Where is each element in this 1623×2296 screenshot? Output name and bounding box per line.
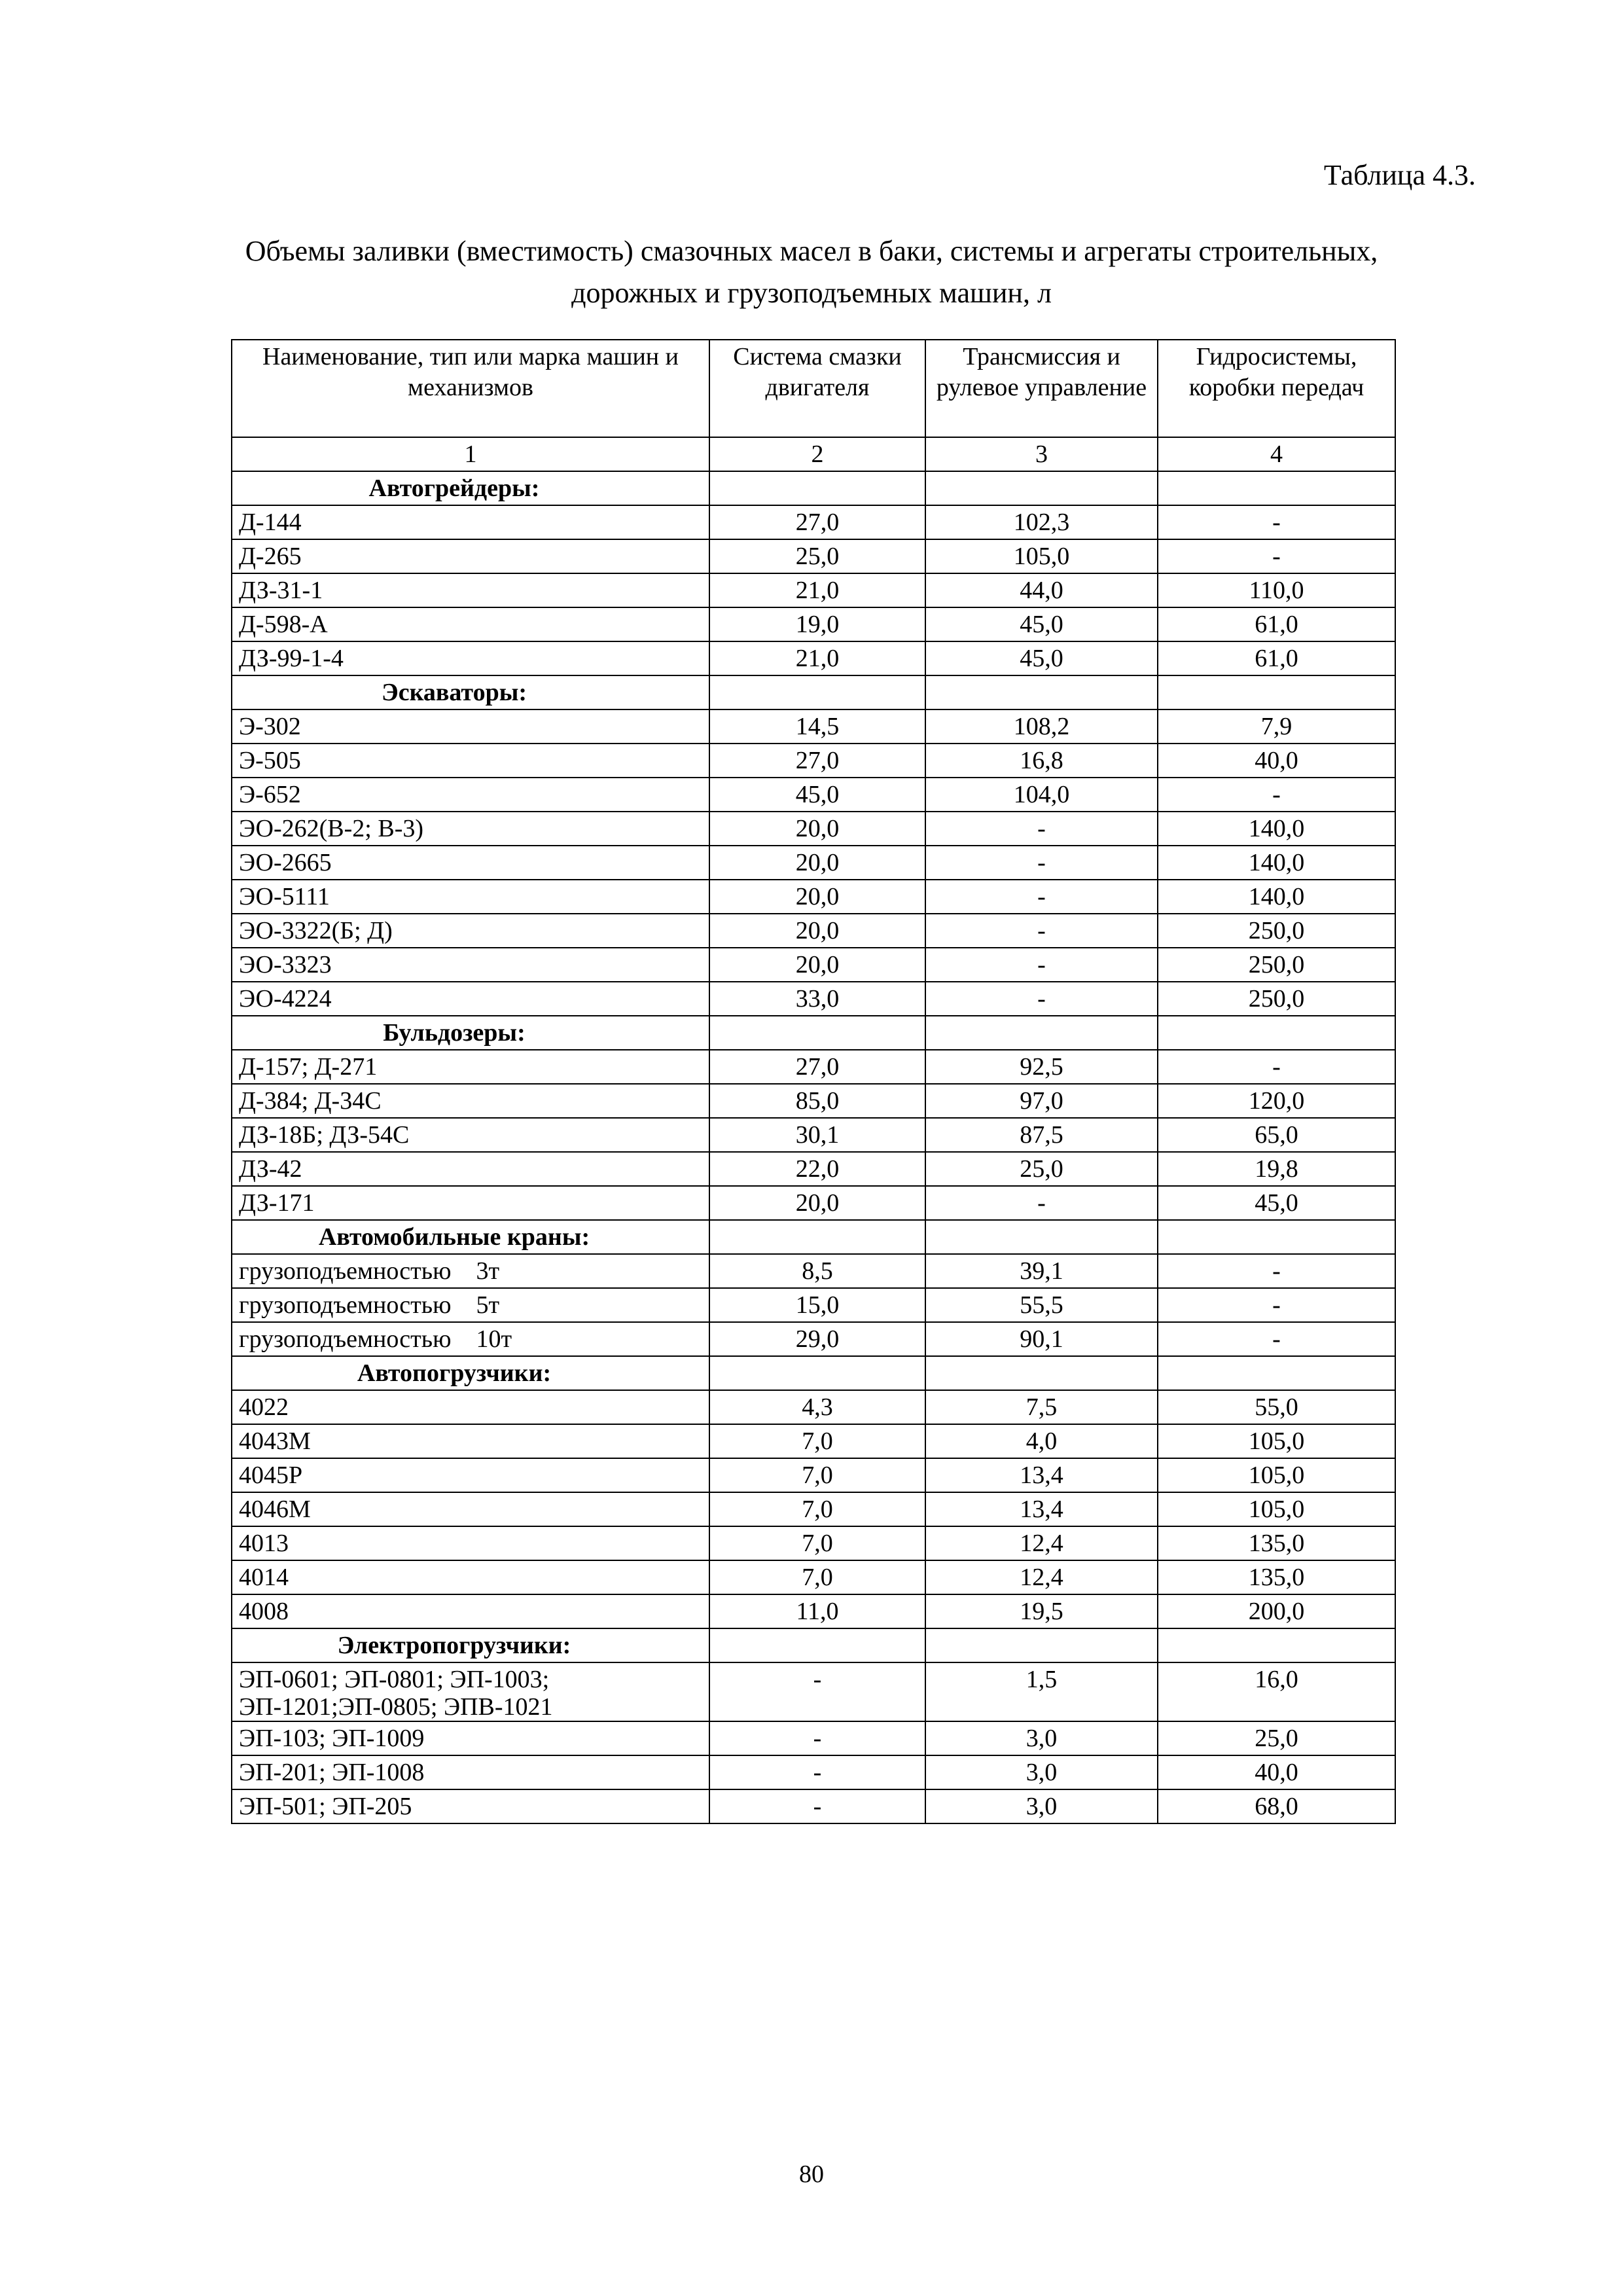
machine-name-cell: ЭО-2665 [232, 846, 709, 880]
engine-oil-cell: 14,5 [709, 709, 925, 744]
machine-name-cell: ДЗ-31-1 [232, 573, 709, 607]
engine-oil-cell: 27,0 [709, 1050, 925, 1084]
hydraulic-oil-cell: 110,0 [1158, 573, 1395, 607]
table-row [232, 1050, 1395, 1084]
table-row [232, 1084, 1395, 1118]
machine-name-cell: Д-598-А [232, 607, 709, 641]
table-row [232, 1594, 1395, 1628]
transmission-oil-cell: 45,0 [925, 607, 1158, 641]
transmission-oil-cell: 13,4 [925, 1458, 1158, 1492]
group-heading [232, 675, 709, 709]
engine-oil-cell: 25,0 [709, 539, 925, 573]
table-row [232, 744, 1395, 778]
engine-oil-cell: 20,0 [709, 846, 925, 880]
machine-name-cell: ДЗ-18Б; ДЗ-54С [232, 1118, 709, 1152]
group-heading-text: Автопогрузчики: [357, 1359, 552, 1387]
transmission-oil-cell: 90,1 [925, 1322, 1158, 1356]
table-row [232, 1152, 1395, 1186]
hydraulic-oil-cell: 61,0 [1158, 641, 1395, 675]
transmission-oil-cell: 4,0 [925, 1424, 1158, 1458]
table-row [232, 914, 1395, 948]
transmission-oil-cell: 92,5 [925, 1050, 1158, 1084]
hydraulic-oil-cell: 200,0 [1158, 1594, 1395, 1628]
transmission-oil-cell: - [925, 812, 1158, 846]
hydraulic-oil-cell: 68,0 [1158, 1789, 1395, 1823]
machine-name-cell: Э-505 [232, 744, 709, 778]
hydraulic-oil-cell: 55,0 [1158, 1390, 1395, 1424]
transmission-oil-cell: 44,0 [925, 573, 1158, 607]
table-row [232, 709, 1395, 744]
table-row [232, 539, 1395, 573]
engine-oil-cell: 20,0 [709, 1186, 925, 1220]
hydraulic-oil-cell: 140,0 [1158, 812, 1395, 846]
table-row [232, 1755, 1395, 1789]
transmission-oil-cell: - [925, 914, 1158, 948]
table-row [232, 1789, 1395, 1823]
engine-oil-cell: 21,0 [709, 573, 925, 607]
hydraulic-oil-cell: 105,0 [1158, 1458, 1395, 1492]
engine-oil-cell: - [709, 1662, 925, 1721]
caption-line-1: Объемы заливки (вместимость) смазочных масел в баки, системы и агрегаты строительных, [245, 235, 1378, 267]
transmission-oil-cell: - [925, 982, 1158, 1016]
engine-oil-cell: 21,0 [709, 641, 925, 675]
machine-name-cell: ЭП-201; ЭП-1008 [232, 1755, 709, 1789]
machine-name-cell: ЭО-3323 [232, 948, 709, 982]
transmission-oil-cell: 45,0 [925, 641, 1158, 675]
transmission-oil-cell: - [925, 1186, 1158, 1220]
group-heading [232, 471, 709, 505]
machine-name-cell: 4014 [232, 1560, 709, 1594]
hydraulic-oil-cell: - [1158, 1288, 1395, 1322]
group-heading-text: Эскаваторы: [381, 679, 527, 706]
engine-oil-cell: 7,0 [709, 1560, 925, 1594]
empty-cell [709, 1356, 925, 1390]
group-heading-text: Автогрейдеры: [368, 475, 540, 502]
empty-cell [709, 1016, 925, 1050]
empty-cell [925, 675, 1158, 709]
table-row [232, 1458, 1395, 1492]
engine-oil-cell: 4,3 [709, 1390, 925, 1424]
transmission-oil-cell: 7,5 [925, 1390, 1158, 1424]
empty-cell [925, 1220, 1158, 1254]
engine-oil-cell: 19,0 [709, 607, 925, 641]
hydraulic-oil-cell: 135,0 [1158, 1560, 1395, 1594]
transmission-oil-cell: 19,5 [925, 1594, 1158, 1628]
hydraulic-oil-cell: 40,0 [1158, 744, 1395, 778]
table-row [232, 607, 1395, 641]
transmission-oil-cell: 104,0 [925, 778, 1158, 812]
table-row [232, 573, 1395, 607]
transmission-oil-cell: 12,4 [925, 1526, 1158, 1560]
table-row [232, 1721, 1395, 1755]
engine-oil-cell: 11,0 [709, 1594, 925, 1628]
page-number: 80 [799, 2161, 824, 2188]
table-row [232, 1560, 1395, 1594]
group-row [232, 471, 1395, 505]
column-number: 4 [1158, 437, 1395, 471]
machine-name-cell: 4046М [232, 1492, 709, 1526]
machine-name-cell: Д-265 [232, 539, 709, 573]
hydraulic-oil-cell: 105,0 [1158, 1492, 1395, 1526]
group-row [232, 675, 1395, 709]
engine-oil-cell: - [709, 1721, 925, 1755]
machine-name-cell: 4008 [232, 1594, 709, 1628]
table-row [232, 812, 1395, 846]
hydraulic-oil-cell: 140,0 [1158, 846, 1395, 880]
empty-cell [709, 1220, 925, 1254]
empty-cell [1158, 471, 1395, 505]
transmission-oil-cell: 3,0 [925, 1721, 1158, 1755]
hydraulic-oil-cell: 61,0 [1158, 607, 1395, 641]
transmission-oil-cell: 97,0 [925, 1084, 1158, 1118]
machine-name-cell: 4043М [232, 1424, 709, 1458]
table-row [232, 1254, 1395, 1288]
header-hydraulics-gearbox: Гидросистемы, коробки передач [1158, 340, 1395, 437]
engine-oil-cell: 7,0 [709, 1424, 925, 1458]
engine-oil-cell: 30,1 [709, 1118, 925, 1152]
table-row [232, 778, 1395, 812]
machine-name-cell: ДЗ-99-1-4 [232, 641, 709, 675]
hydraulic-oil-cell: - [1158, 539, 1395, 573]
engine-oil-cell: 85,0 [709, 1084, 925, 1118]
engine-oil-cell: 7,0 [709, 1492, 925, 1526]
machine-name-cell: ЭО-5111 [232, 880, 709, 914]
group-heading-text: Бульдозеры: [383, 1019, 526, 1047]
hydraulic-oil-cell: 120,0 [1158, 1084, 1395, 1118]
header-engine-lubrication: Система смазки двигателя [709, 340, 925, 437]
column-number: 1 [232, 437, 709, 471]
machine-name-cell: Д-144 [232, 505, 709, 539]
hydraulic-oil-cell: 7,9 [1158, 709, 1395, 744]
column-number: 2 [709, 437, 925, 471]
machine-name-cell: грузоподъемностью 10т [232, 1322, 709, 1356]
engine-oil-cell: 20,0 [709, 812, 925, 846]
hydraulic-oil-cell: 105,0 [1158, 1424, 1395, 1458]
table-row [232, 1526, 1395, 1560]
group-row [232, 1220, 1395, 1254]
transmission-oil-cell: - [925, 948, 1158, 982]
transmission-oil-cell: 16,8 [925, 744, 1158, 778]
engine-oil-cell: 15,0 [709, 1288, 925, 1322]
caption-line-2: дорожных и грузоподъемных машин, л [571, 277, 1052, 309]
empty-cell [925, 471, 1158, 505]
engine-oil-cell: 20,0 [709, 880, 925, 914]
hydraulic-oil-cell: 135,0 [1158, 1526, 1395, 1560]
engine-oil-cell: - [709, 1755, 925, 1789]
machine-name-cell: грузоподъемностью 3т [232, 1254, 709, 1288]
table-caption [151, 230, 1472, 314]
empty-cell [1158, 675, 1395, 709]
engine-oil-cell: 20,0 [709, 948, 925, 982]
column-number-row [232, 437, 1395, 471]
header-machine-name: Наименование, тип или марка машин и механизмов [232, 340, 709, 437]
group-row [232, 1628, 1395, 1662]
empty-cell [709, 1628, 925, 1662]
hydraulic-oil-cell: 40,0 [1158, 1755, 1395, 1789]
transmission-oil-cell: 3,0 [925, 1789, 1158, 1823]
group-heading-text: Электропогрузчики: [337, 1632, 571, 1659]
transmission-oil-cell: 87,5 [925, 1118, 1158, 1152]
hydraulic-oil-cell: 65,0 [1158, 1118, 1395, 1152]
table-row [232, 1322, 1395, 1356]
hydraulic-oil-cell: - [1158, 505, 1395, 539]
column-number: 3 [925, 437, 1158, 471]
hydraulic-oil-cell: 250,0 [1158, 948, 1395, 982]
engine-oil-cell: 33,0 [709, 982, 925, 1016]
table-row [232, 505, 1395, 539]
transmission-oil-cell: 105,0 [925, 539, 1158, 573]
transmission-oil-cell: 13,4 [925, 1492, 1158, 1526]
machine-name-cell: Э-652 [232, 778, 709, 812]
transmission-oil-cell: - [925, 880, 1158, 914]
empty-cell [1158, 1628, 1395, 1662]
transmission-oil-cell: 25,0 [925, 1152, 1158, 1186]
engine-oil-cell: 45,0 [709, 778, 925, 812]
table-row [232, 1288, 1395, 1322]
hydraulic-oil-cell: 16,0 [1158, 1662, 1395, 1721]
machine-name-cell: 4022 [232, 1390, 709, 1424]
transmission-oil-cell: 39,1 [925, 1254, 1158, 1288]
machine-name-cell: 4045Р [232, 1458, 709, 1492]
hydraulic-oil-cell: - [1158, 1254, 1395, 1288]
table-row [232, 1662, 1395, 1721]
machine-name-cell: ДЗ-171 [232, 1186, 709, 1220]
machine-name-cell: ЭО-262(В-2; В-3) [232, 812, 709, 846]
transmission-oil-cell: 3,0 [925, 1755, 1158, 1789]
group-row [232, 1356, 1395, 1390]
table-row [232, 948, 1395, 982]
empty-cell [925, 1356, 1158, 1390]
empty-cell [1158, 1016, 1395, 1050]
header-row [232, 340, 1395, 437]
transmission-oil-cell: - [925, 846, 1158, 880]
hydraulic-oil-cell: 250,0 [1158, 982, 1395, 1016]
table-row [232, 846, 1395, 880]
empty-cell [1158, 1220, 1395, 1254]
machine-name-cell: Д-157; Д-271 [232, 1050, 709, 1084]
table-number-label: Таблица 4.3. [1323, 159, 1476, 191]
hydraulic-oil-cell: 45,0 [1158, 1186, 1395, 1220]
group-heading [232, 1356, 709, 1390]
machine-name-cell: 4013 [232, 1526, 709, 1560]
engine-oil-cell: 20,0 [709, 914, 925, 948]
engine-oil-cell: 27,0 [709, 744, 925, 778]
engine-oil-cell: - [709, 1789, 925, 1823]
empty-cell [709, 675, 925, 709]
machine-name-cell: грузоподъемностью 5т [232, 1288, 709, 1322]
table-row [232, 1118, 1395, 1152]
transmission-oil-cell: 102,3 [925, 505, 1158, 539]
engine-oil-cell: 7,0 [709, 1526, 925, 1560]
group-heading [232, 1628, 709, 1662]
empty-cell [925, 1628, 1158, 1662]
lubricant-volume-table [231, 339, 1396, 1824]
hydraulic-oil-cell: 19,8 [1158, 1152, 1395, 1186]
machine-name-cell: ДЗ-42 [232, 1152, 709, 1186]
header-transmission-steering: Трансмиссия и рулевое управление [925, 340, 1158, 437]
engine-oil-cell: 7,0 [709, 1458, 925, 1492]
group-row [232, 1016, 1395, 1050]
transmission-oil-cell: 55,5 [925, 1288, 1158, 1322]
group-heading [232, 1220, 709, 1254]
group-heading [232, 1016, 709, 1050]
engine-oil-cell: 22,0 [709, 1152, 925, 1186]
table-row [232, 1186, 1395, 1220]
engine-oil-cell: 27,0 [709, 505, 925, 539]
group-heading-text: Автомобильные краны: [318, 1223, 590, 1251]
table-row [232, 880, 1395, 914]
empty-cell [709, 471, 925, 505]
engine-oil-cell: 29,0 [709, 1322, 925, 1356]
machine-name-cell: Э-302 [232, 709, 709, 744]
table-row [232, 982, 1395, 1016]
table-row [232, 1390, 1395, 1424]
table-row [232, 1424, 1395, 1458]
transmission-oil-cell: 1,5 [925, 1662, 1158, 1721]
table-body [232, 471, 1395, 1823]
empty-cell [925, 1016, 1158, 1050]
hydraulic-oil-cell: 250,0 [1158, 914, 1395, 948]
empty-cell [1158, 1356, 1395, 1390]
engine-oil-cell: 8,5 [709, 1254, 925, 1288]
machine-name-cell: Д-384; Д-34С [232, 1084, 709, 1118]
transmission-oil-cell: 108,2 [925, 709, 1158, 744]
transmission-oil-cell: 12,4 [925, 1560, 1158, 1594]
machine-name-cell: ЭП-103; ЭП-1009 [232, 1721, 709, 1755]
table-row [232, 641, 1395, 675]
machine-name-cell: ЭП-501; ЭП-205 [232, 1789, 709, 1823]
machine-name-cell: ЭО-3322(Б; Д) [232, 914, 709, 948]
hydraulic-oil-cell: - [1158, 778, 1395, 812]
hydraulic-oil-cell: 140,0 [1158, 880, 1395, 914]
machine-name-cell: ЭП-0601; ЭП-0801; ЭП-1003; ЭП-1201;ЭП-0805; ЭПВ-1021 [232, 1662, 709, 1721]
machine-name-cell: ЭО-4224 [232, 982, 709, 1016]
hydraulic-oil-cell: 25,0 [1158, 1721, 1395, 1755]
table-row [232, 1492, 1395, 1526]
hydraulic-oil-cell: - [1158, 1322, 1395, 1356]
hydraulic-oil-cell: - [1158, 1050, 1395, 1084]
